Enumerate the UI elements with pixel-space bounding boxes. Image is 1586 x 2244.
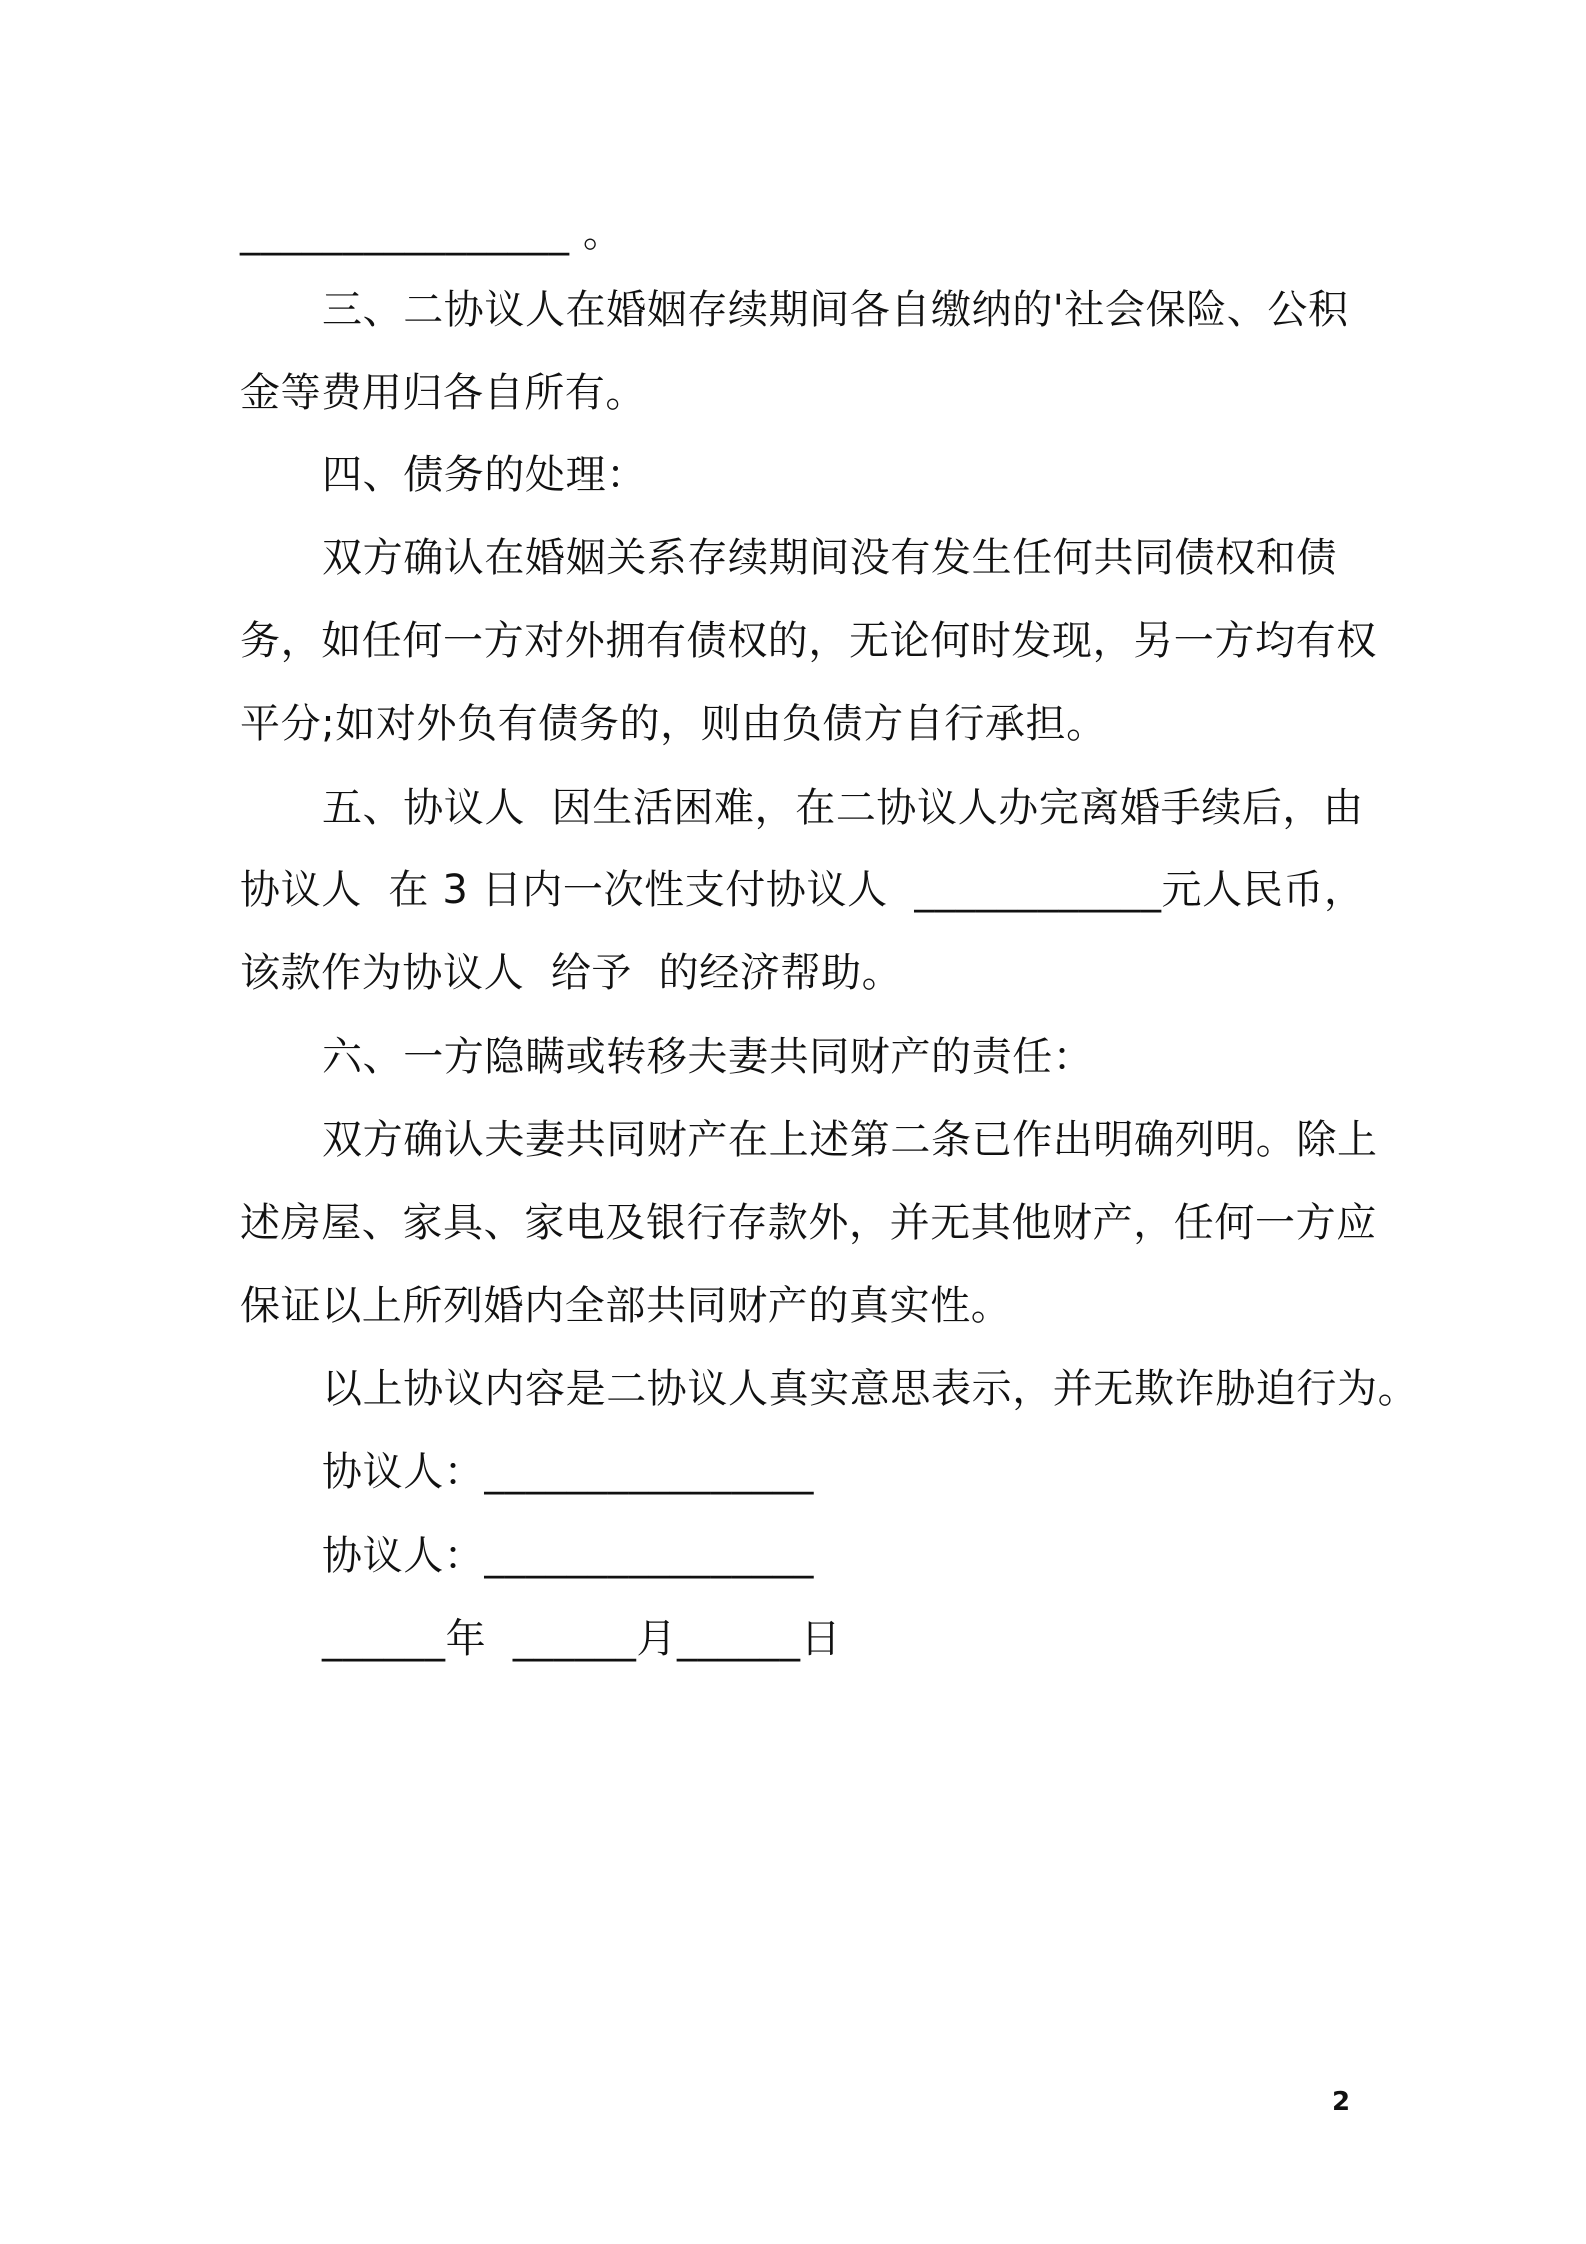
text-line-15: 以上协议内容是二协议人真实意思表示，并无欺诈胁迫行为。	[322, 1366, 1419, 1412]
text-line-8: 五、协议人 因生活困难，在二协议人办完离婚手续后，由	[322, 785, 1364, 831]
text-line-9: 协议人 在 3 日内一次性支付协议人 ____________元人民币，	[240, 867, 1365, 913]
text-line-11: 六、一方隐瞒或转移夫妻共同财产的责任：	[322, 1034, 1094, 1080]
text-line-12: 双方确认夫妻共同财产在上述第二条已作出明确列明。除上	[322, 1117, 1378, 1163]
signature-line-1: 协议人：________________	[322, 1449, 814, 1495]
text-line-2: 三、二协议人在婚姻存续期间各自缴纳的'社会保险、公积	[322, 287, 1349, 333]
page-number: 2	[1332, 2087, 1351, 2117]
date-line: ______年 ______月______日	[322, 1616, 842, 1662]
text-line-1: ________________ 。	[240, 210, 624, 256]
text-line-5: 双方确认在婚姻关系存续期间没有发生任何共同债权和债	[322, 535, 1337, 581]
text-line-13: 述房屋、家具、家电及银行存款外，并无其他财产，任何一方应	[240, 1200, 1377, 1246]
signature-line-2: 协议人：________________	[322, 1533, 814, 1579]
text-line-4: 四、债务的处理：	[322, 452, 647, 498]
text-line-3: 金等费用归各自所有。	[240, 370, 646, 416]
text-line-7: 平分;如对外负有债务的，则由负债方自行承担。	[240, 701, 1107, 747]
text-line-6: 务，如任何一方对外拥有债权的，无论何时发现，另一方均有权	[240, 618, 1377, 664]
text-line-14: 保证以上所列婚内全部共同财产的真实性。	[240, 1283, 1012, 1329]
text-line-10: 该款作为协议人 给予 的经济帮助。	[240, 950, 903, 996]
